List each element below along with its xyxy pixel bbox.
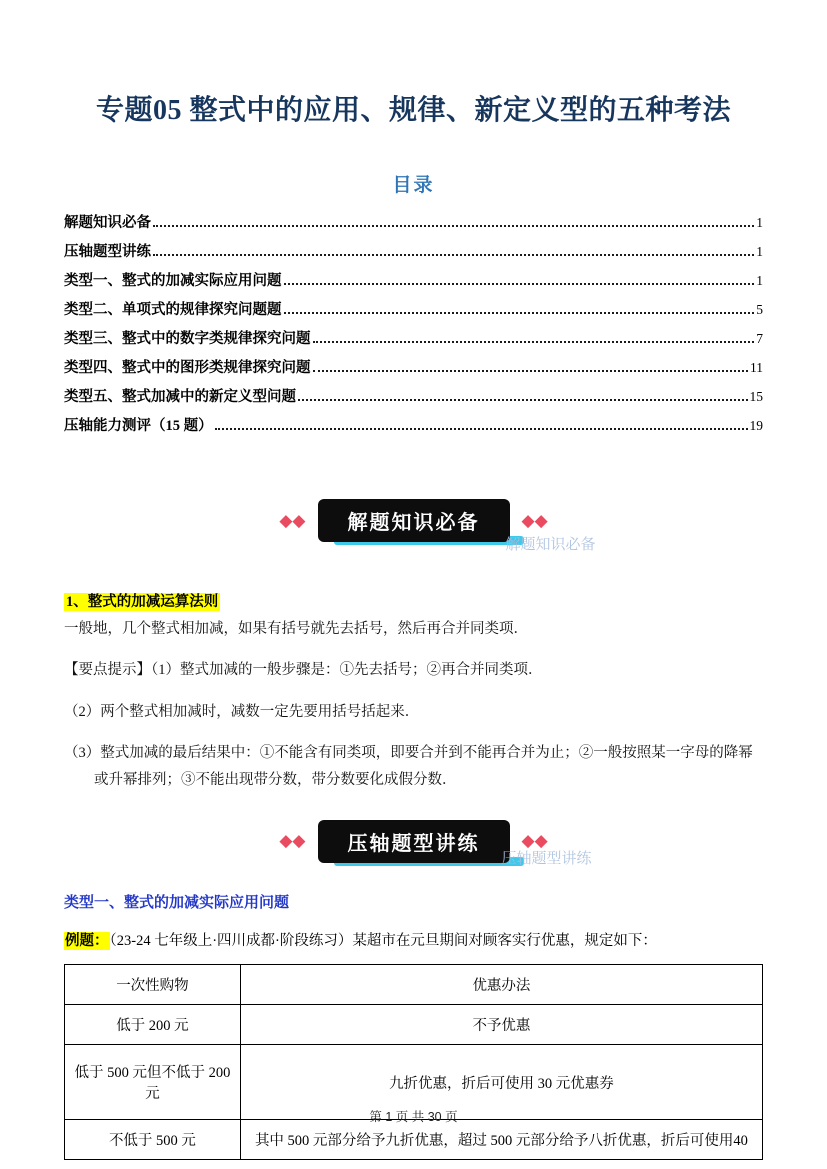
toc-leader-dots: [284, 312, 755, 314]
toc-item-label: 类型四、整式中的图形类规律探究问题: [64, 360, 311, 376]
example-text: （23-24 七年级上·四川成都·阶段练习）某超市在元旦期间对顾客实行优惠，规定如下：: [109, 932, 657, 949]
toc-item[interactable]: [64, 211, 763, 240]
toc-leader-dots: [153, 225, 754, 227]
toc-page-number: 15: [749, 389, 763, 404]
toc-page-number: 5: [756, 302, 763, 317]
toc-page-number: 1: [756, 215, 763, 230]
discount-table: [64, 964, 763, 1160]
diamond-icon: ◆◆: [521, 831, 548, 851]
watermark-text: 解题知识必备: [505, 536, 596, 553]
highlighted-heading-text: 1、整式的加减运算法则: [66, 594, 219, 610]
table-row: [65, 1120, 763, 1160]
document-title: 专题05 整式中的应用、规律、新定义型的五种考法: [95, 95, 731, 126]
toc-item[interactable]: [64, 298, 763, 327]
table-of-contents: [64, 170, 763, 443]
toc-page-number: 1: [756, 273, 763, 288]
section-banner-knowledge: [64, 499, 763, 553]
toc-item-label: 类型三、整式中的数字类规律探究问题: [64, 331, 311, 347]
toc-item[interactable]: [64, 356, 763, 385]
banner-title-practice: 压轴题型讲练: [318, 820, 510, 863]
toc-heading: 目录: [392, 175, 435, 196]
type1-heading: 类型一、整式的加减实际应用问题: [64, 894, 290, 911]
diamond-icon: ◆◆: [521, 510, 548, 530]
toc-page-number: 7: [756, 331, 763, 346]
toc-item[interactable]: [64, 385, 763, 414]
toc-item[interactable]: [64, 240, 763, 269]
example-label: 例题：: [65, 932, 109, 949]
toc-item[interactable]: [64, 269, 763, 298]
table-cell: 不予优惠: [240, 1005, 762, 1045]
table-header-cell: 一次性购物: [65, 965, 241, 1005]
toc-item-label: 类型一、整式的加减实际应用问题: [64, 273, 282, 289]
diamond-icon: ◆◆: [279, 510, 306, 530]
example-paragraph: [64, 929, 763, 950]
toc-leader-dots: [284, 283, 755, 285]
banner-title-knowledge: 解题知识必备: [318, 499, 510, 542]
toc-item-label: 压轴能力测评（15 题）: [64, 418, 213, 434]
toc-leader-dots: [313, 341, 755, 343]
table-cell: 九折优惠，折后可使用 30 元优惠券: [240, 1045, 762, 1120]
knowledge-paragraph: （3）整式加减的最后结果中：①不能含有同类项，即要合并到不能再合并为止；②一般按照某一字母的降幂或升幂排列；③不能出现带分数，带分数要化成假分数．: [64, 744, 753, 788]
toc-item-label: 类型五、整式加减中的新定义型问题: [64, 389, 296, 405]
knowledge-paragraph: 一般地，几个整式相加减，如果有括号就先去括号，然后再合并同类项．: [64, 621, 528, 637]
knowledge-rule-heading: [64, 590, 763, 611]
toc-leader-dots: [215, 428, 748, 430]
toc-page-number: 11: [750, 360, 763, 375]
diamond-icon: ◆◆: [279, 831, 306, 851]
toc-page-number: 1: [756, 244, 763, 259]
toc-leader-dots: [313, 370, 749, 372]
section-banner-practice: [64, 820, 763, 867]
toc-item-label: 压轴题型讲练: [64, 244, 151, 260]
page-footer: 第 1 页 共 30 页: [369, 1110, 458, 1124]
table-cell: 其中 500 元部分给予九折优惠，超过 500 元部分给予八折优惠，折后可使用40: [240, 1120, 762, 1160]
toc-list: [64, 211, 763, 443]
toc-leader-dots: [153, 254, 754, 256]
toc-leader-dots: [298, 399, 748, 401]
toc-item-label: 类型二、单项式的规律探究问题题: [64, 302, 282, 318]
toc-item-label: 解题知识必备: [64, 215, 151, 231]
table-header-row: [65, 965, 763, 1005]
table-row: [65, 1005, 763, 1045]
banner-pill-wrap: [318, 820, 510, 863]
toc-page-number: 19: [749, 418, 763, 433]
table-cell: 不低于 500 元: [65, 1120, 241, 1160]
table-cell: 低于 200 元: [65, 1005, 241, 1045]
knowledge-paragraph: 【要点提示】（1）整式加减的一般步骤是：①先去括号；②再合并同类项．: [64, 662, 543, 679]
toc-item[interactable]: [64, 327, 763, 356]
toc-item[interactable]: [64, 414, 763, 443]
banner-pill-wrap: [318, 499, 510, 542]
table-header-cell: 优惠办法: [240, 965, 762, 1005]
table-cell: 低于 500 元但不低于 200 元: [65, 1045, 241, 1120]
knowledge-paragraph: （2）两个整式相加减时，减数一定先要用括号括起来．: [64, 703, 420, 720]
watermark-text: 压轴题型讲练: [501, 849, 592, 867]
